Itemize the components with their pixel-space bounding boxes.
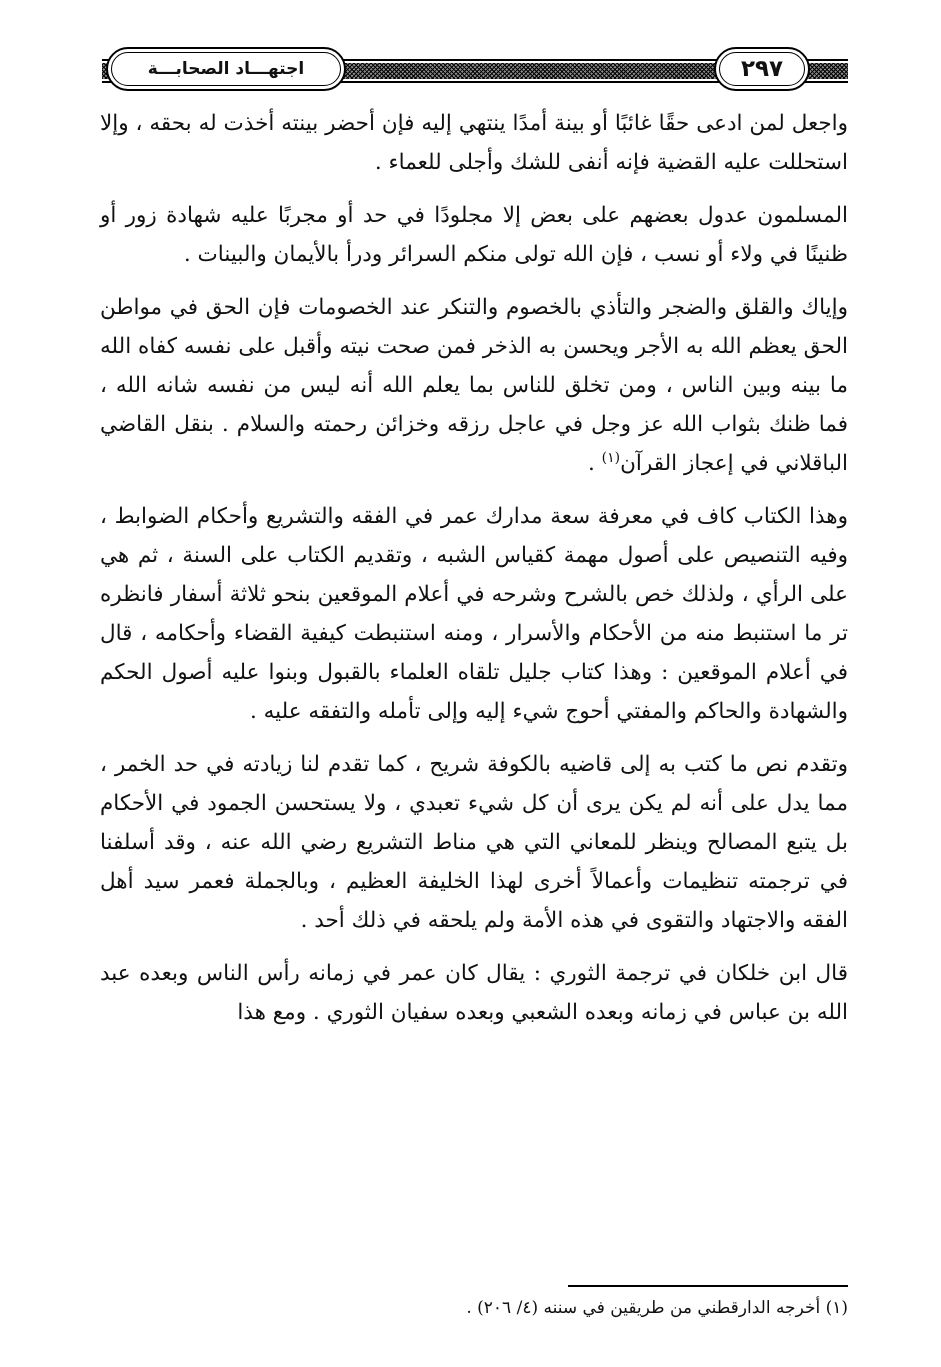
page-number: ٢٩٧ [740, 56, 784, 82]
paragraph-6: قال ابن خلكان في ترجمة الثوري : يقال كان عمر في زمانه رأس الناس وبعده عبد الله بن عباس في زمانه وبعده الشعبي وبعده سفيان الثوري . ومع هذا [100, 961, 848, 1025]
paragraph-5: وتقدم نص ما كتب به إلى قاضيه بالكوفة شريح ، كما تقدم لنا زيادته في حد الخمر ، مما يدل على أنه لم يكن يرى أن كل شيء تعبدي ، ولا يستحسن الجمود في الأحكام بل يتبع المصالح وينظر للمعاني التي هي مناط التشريع رضي الله عنه ، وقد أسلفنا في ترجمته تنظيمات وأعمالاً أخرى لهذا الخليفة العظيم ، وبالجملة فعمر سيد أهل الفقه والاجتهاد والتقوى في هذه الأمة ولم يلحقه في ذلك أحد . [100, 752, 848, 933]
page-header [102, 44, 848, 102]
paragraph-2: المسلمون عدول بعضهم على بعض إلا مجلودًا في حد أو مجربًا عليه شهادة زور أو ظنينًا في ولاء أو نسب ، فإن الله تولى منكم السرائر ودرأ بالأيمان والبينات . [100, 203, 848, 267]
footnote: (١) أخرجه الدارقطني من طريقين في سننه (٤/ ٢٠٦) . [466, 1298, 848, 1318]
page-body [100, 104, 848, 1032]
chapter-title: اجتهـــاد الصحابـــة [147, 59, 305, 79]
footnote-reference[interactable]: (١) [601, 449, 621, 466]
paragraph-3 [100, 288, 848, 483]
chapter-title-capsule [106, 47, 346, 91]
paragraph-3-end: . [587, 451, 602, 476]
page-number-capsule [714, 47, 810, 91]
footnote-divider [568, 1285, 848, 1287]
paragraph-3-text: وإياك والقلق والضجر والتأذي بالخصوم والتنكر عند الخصومات فإن الحق في مواطن الحق يعظم الله به الأجر ويحسن به الذخر فمن صحت نيته وأقبل على نفسه كفاه الله ما بينه وبين الناس ، ومن تخلق للناس بما يعلم الله أنه ليس من نفسه شانه الله ، فما ظنك بثواب الله عز وجل في عاجل رزقه وخزائن رحمته والسلام . بنقل القاضي الباقلاني في إعجاز القرآن [100, 295, 848, 476]
paragraph-1: واجعل لمن ادعى حقًا غائبًا أو بينة أمدًا ينتهي إليه فإن أحضر بينته أخذت له بحقه ، وإلا استحللت عليه القضية فإنه أنفى للشك وأجلى للعماء . [100, 111, 848, 175]
paragraph-4: وهذا الكتاب كاف في معرفة سعة مدارك عمر في الفقه والتشريع وأحكام الضوابط ، وفيه التنصيص على أصول مهمة كقياس الشبه ، وتقديم الكتاب على السنة ، ثم هي على الرأي ، ولذلك خص بالشرح وشرحه في أعلام الموقعين بنحو ثلاثة أسفار فانظره تر ما استنبط منه من الأحكام والأسرار ، ومنه استنبطت كيفية القضاء وأحكامه ، قال في أعلام الموقعين : وهذا كتاب جليل تلقاه العلماء بالقبول وبنوا عليه أصول الحكم والشهادة والحاكم والمفتي أحوج شيء إليه وإلى تأمله والتفقه عليه . [100, 504, 848, 724]
